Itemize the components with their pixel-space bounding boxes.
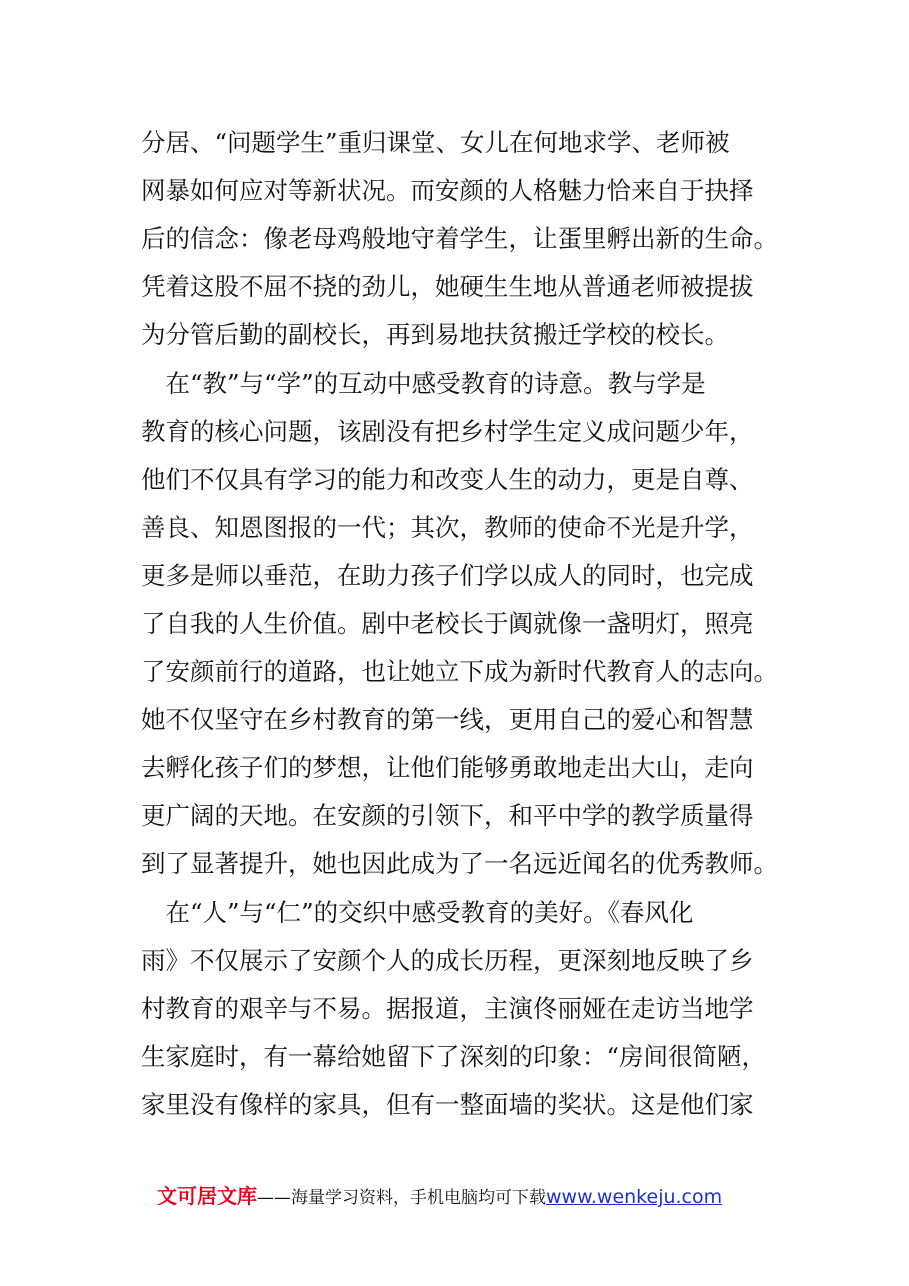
footer-tagline: ——海量学习资料，手机电脑均可下载 (257, 1188, 546, 1208)
text-line: 了自我的人生价值。剧中老校长于阗就像一盏明灯，照亮 (141, 609, 754, 638)
text-line: 了安颜前行的道路，也让她立下成为新时代教育人的志向。 (141, 657, 778, 686)
text-line: 凭着这股不屈不挠的劲儿，她硬生生地从普通老师被提拔 (141, 272, 754, 301)
text-line: 善良、知恩图报的一代；其次，教师的使命不光是升学， (141, 513, 754, 542)
text-line: 生家庭时，有一幕给她留下了深刻的印象：“房间很简陋， (141, 1042, 767, 1071)
footer-banner (157, 1182, 722, 1212)
text-line: 家里没有像样的家具，但有一整面墙的奖状。这是他们家 (141, 1090, 754, 1119)
text-line: 更广阔的天地。在安颜的引领下，和平中学的教学质量得 (141, 801, 754, 830)
footer-url-link[interactable]: www.wenkeju.com (546, 1186, 723, 1208)
text-line: 到了显著提升，她也因此成为了一名远近闻名的优秀教师。 (141, 849, 778, 878)
text-line: 分居、“问题学生”重归课堂、女儿在何地求学、老师被 (141, 128, 730, 157)
text-line: 教育的核心问题，该剧没有把乡村学生定义成问题少年， (141, 417, 754, 446)
text-line: 他们不仅具有学习的能力和改变人生的动力，更是自尊、 (141, 465, 754, 494)
text-line: 村教育的艰辛与不易。据报道，主演佟丽娅在走访当地学 (141, 994, 754, 1023)
text-line: 更多是师以垂范，在助力孩子们学以成人的同时，也完成 (141, 561, 754, 590)
text-line: 为分管后勤的副校长，再到易地扶贫搬迁学校的校长。 (141, 320, 729, 349)
text-line: 她不仅坚守在乡村教育的第一线，更用自己的爱心和智慧 (141, 705, 754, 734)
footer-brand: 文可居文库 (157, 1184, 257, 1208)
text-line: 雨》不仅展示了安颜个人的成长历程，更深刻地反映了乡 (141, 946, 754, 975)
text-line: 网暴如何应对等新状况。而安颜的人格魅力恰来自于抉择 (141, 176, 754, 205)
text-line: 去孵化孩子们的梦想，让他们能够勇敢地走出大山，走向 (141, 753, 754, 782)
paragraph-start-line: 在“人”与“仁”的交织中感受教育的美好。《春风化 (141, 898, 694, 927)
paragraph-start-line: 在“教”与“学”的互动中感受教育的诗意。教与学是 (141, 369, 706, 398)
text-line: 后的信念：像老母鸡般地守着学生，让蛋里孵出新的生命。 (141, 224, 778, 253)
